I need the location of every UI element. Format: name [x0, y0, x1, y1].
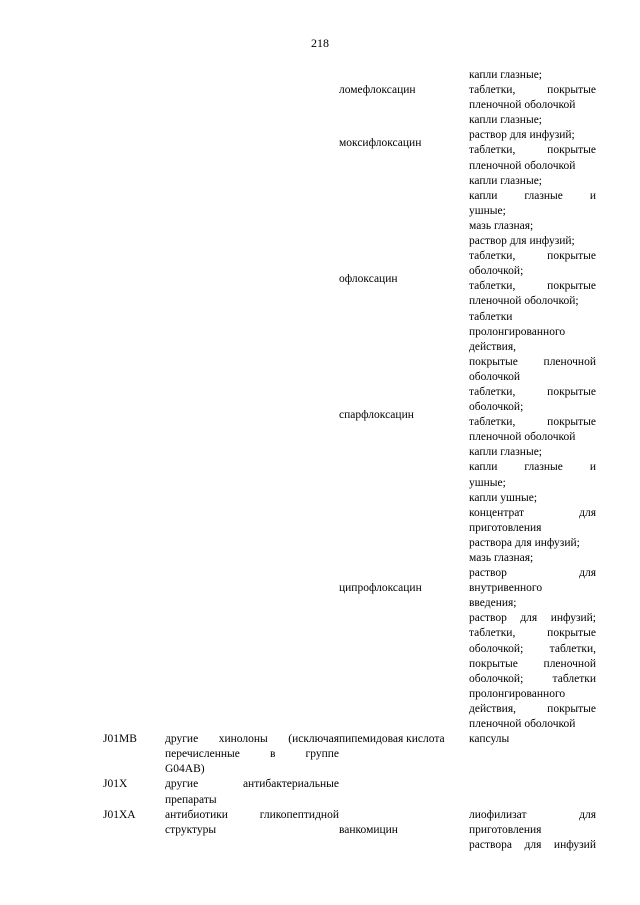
- table-row: [103, 808, 596, 853]
- group-name-cell: [165, 445, 339, 732]
- dosage-form-line: пленочной оболочкой: [469, 159, 576, 172]
- dosage-form-line: лиофилизат для: [469, 808, 596, 821]
- dosage-form-line: оболочкой; таблетки,: [469, 642, 596, 655]
- dosage-form-line: капли ушные;: [469, 491, 538, 504]
- table-row: [103, 777, 596, 807]
- dosage-form-cell: [469, 777, 596, 807]
- table-row: [103, 445, 596, 732]
- dosage-form-cell: [469, 445, 596, 732]
- group-name-line: G04AB): [165, 763, 205, 776]
- dosage-form-line: оболочкой; таблетки: [469, 672, 596, 685]
- dosage-form-line: раствор для инфузий;: [469, 235, 575, 248]
- dosage-form-line: пленочной оболочкой;: [469, 295, 579, 308]
- dosage-form-line: капли глазные и: [469, 461, 596, 474]
- dosage-form-line: таблетки, покрытые: [469, 416, 596, 429]
- dosage-form-line: ушные;: [469, 204, 506, 217]
- drug-table: [103, 68, 596, 853]
- atc-code-cell: [103, 445, 165, 732]
- dosage-form-line: капли глазные;: [469, 446, 542, 459]
- dosage-form-cell: [469, 113, 596, 173]
- atc-code-cell: J01X: [103, 778, 128, 791]
- drug-table-body: [103, 68, 596, 853]
- substance-cell: моксифлоксацин: [339, 136, 422, 149]
- dosage-form-line: приготовления: [469, 521, 542, 534]
- dosage-form-line: мазь глазная;: [469, 219, 534, 232]
- dosage-form-line: капсулы: [469, 733, 510, 746]
- dosage-form-line: пленочной оболочкой: [469, 718, 576, 731]
- group-name-cell: [165, 68, 339, 113]
- dosage-form-line: действия,: [469, 340, 516, 353]
- atc-code-cell: J01XA: [103, 808, 136, 821]
- group-name-cell: [165, 777, 339, 807]
- substance-cell: спарфлоксацин: [339, 408, 414, 421]
- dosage-form-line: капли глазные;: [469, 114, 542, 127]
- atc-code-cell: [103, 113, 165, 173]
- dosage-form-line: пленочной оболочкой: [469, 99, 576, 112]
- atc-code-cell: [103, 385, 165, 445]
- substance-cell: ломефлоксацин: [339, 84, 416, 97]
- dosage-form-line: таблетки, покрытые: [469, 144, 596, 157]
- dosage-form-line: мазь глазная;: [469, 552, 534, 564]
- dosage-form-line: покрытые пленочной: [469, 355, 596, 368]
- group-name-line: антибиотики гликопептидной: [165, 808, 339, 821]
- table-row: [103, 385, 596, 445]
- dosage-form-line: таблетки, покрытые: [469, 627, 596, 640]
- dosage-form-cell: [469, 174, 596, 385]
- substance-cell: ванкомицин: [339, 823, 398, 836]
- group-name-line: структуры: [165, 823, 217, 836]
- dosage-form-line: раствора для инфузий: [469, 838, 596, 851]
- group-name-line: препараты: [165, 793, 217, 806]
- dosage-form-line: раствора для инфузий;: [469, 536, 580, 549]
- dosage-form-line: ушные;: [469, 476, 506, 489]
- group-name-cell: [165, 113, 339, 173]
- dosage-form-line: таблетки: [469, 310, 513, 323]
- group-name-line: другие хинолоны (исключая: [165, 733, 339, 746]
- table-row: [103, 113, 596, 173]
- dosage-form-line: таблетки, покрытые: [469, 280, 596, 293]
- dosage-form-cell: [469, 385, 596, 445]
- dosage-form-line: покрытые пленочной: [469, 657, 596, 670]
- group-name-line: перечисленные в группе: [165, 748, 339, 761]
- dosage-form-line: оболочкой;: [469, 401, 524, 414]
- dosage-form-line: концентрат для: [469, 506, 596, 519]
- dosage-form-line: капли глазные и: [469, 189, 596, 202]
- atc-code-cell: J01MB: [103, 733, 137, 746]
- page-number: 218: [311, 36, 329, 50]
- dosage-form-line: пленочной оболочкой: [469, 431, 576, 444]
- substance-cell: пипемидовая кислота: [339, 733, 445, 746]
- dosage-form-line: таблетки, покрытые: [469, 84, 596, 97]
- substance-cell: [339, 777, 469, 807]
- atc-code-cell: [103, 68, 165, 113]
- dosage-form-cell: [469, 68, 596, 113]
- dosage-form-line: пролонгированного: [469, 325, 566, 338]
- dosage-form-line: пролонгированного: [469, 687, 566, 700]
- dosage-form-cell: [469, 808, 596, 853]
- dosage-form-line: приготовления: [469, 823, 542, 836]
- dosage-form-line: таблетки, покрытые: [469, 250, 596, 263]
- table-row: [103, 174, 596, 385]
- dosage-form-line: раствор для: [469, 567, 596, 580]
- table-row: [103, 68, 596, 113]
- dosage-form-line: таблетки, покрытые: [469, 385, 596, 398]
- dosage-form-line: оболочкой: [469, 370, 521, 383]
- dosage-form-line: раствор для инфузий;: [469, 129, 575, 142]
- dosage-form-line: капли глазные;: [469, 69, 542, 81]
- group-name-cell: [165, 732, 339, 777]
- dosage-form-line: действия, покрытые: [469, 702, 596, 715]
- table-row: [103, 732, 596, 777]
- dosage-form-cell: [469, 732, 596, 777]
- group-name-line: другие антибактериальные: [165, 778, 339, 791]
- dosage-form-line: капли глазные;: [469, 174, 542, 187]
- substance-cell: ципрофлоксацин: [339, 582, 422, 595]
- dosage-form-line: внутривенного: [469, 582, 543, 595]
- dosage-form-line: оболочкой;: [469, 265, 524, 278]
- group-name-cell: [165, 385, 339, 445]
- substance-cell: офлоксацин: [339, 272, 398, 285]
- dosage-form-line: раствор для инфузий;: [469, 612, 596, 625]
- group-name-cell: [165, 808, 339, 853]
- atc-code-cell: [103, 174, 165, 385]
- group-name-cell: [165, 174, 339, 385]
- dosage-form-line: введения;: [469, 597, 517, 610]
